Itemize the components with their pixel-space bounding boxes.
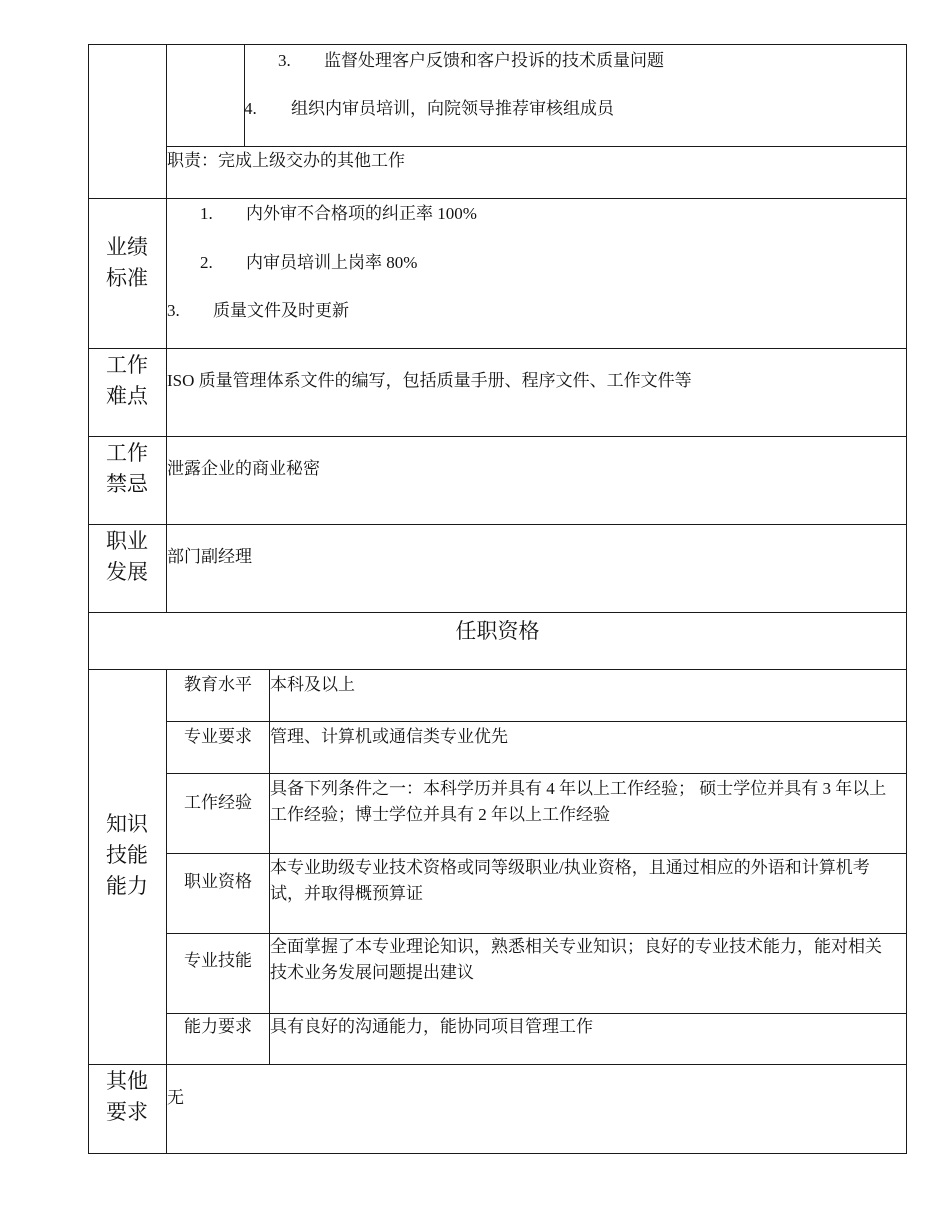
career-label xyxy=(88,526,166,588)
label-line: 禁忌 xyxy=(106,472,148,496)
item-number: 1. xyxy=(200,204,213,223)
other-duty-text: 职责：完成上级交办的其他工作 xyxy=(167,151,405,170)
skill-row-text: 具备下列条件之一：本科学历并具有 4 年以上工作经验； 硕士学位并具有 3 年以上工作经验；博士学位并具有 2 年以上工作经验 xyxy=(270,779,887,824)
label-line: 难点 xyxy=(106,384,148,408)
difficulty-text: ISO 质量管理体系文件的编写，包括质量手册、程序文件、工作文件等 xyxy=(167,371,692,390)
other-content-cell xyxy=(166,1064,907,1154)
other-text: 无 xyxy=(167,1088,184,1107)
skill-row-label: 教育水平 xyxy=(184,675,252,694)
label-line: 标准 xyxy=(106,266,148,290)
item-number: 4. xyxy=(244,99,257,118)
label-line: 其他 xyxy=(106,1069,148,1093)
responsibility-item xyxy=(278,48,664,74)
item-text: 内外审不合格项的纠正率 100% xyxy=(246,204,477,223)
responsibility-subcategory-cell xyxy=(166,44,245,147)
label-line: 业绩 xyxy=(106,235,148,259)
job-description-table xyxy=(88,44,907,1154)
skill-row-text: 本科及以上 xyxy=(270,675,355,694)
performance-item xyxy=(167,298,349,324)
responsibility-label-cell xyxy=(88,44,167,199)
item-number: 3. xyxy=(278,51,291,70)
item-text: 内审员培训上岗率 80% xyxy=(246,253,418,272)
skill-row-label: 职业资格 xyxy=(184,872,252,891)
skill-row-label: 工作经验 xyxy=(184,793,252,812)
skill-row-label: 专业技能 xyxy=(184,951,252,970)
qualification-header: 任职资格 xyxy=(455,619,540,643)
skill-row-label: 专业要求 xyxy=(184,727,252,746)
performance-label xyxy=(88,232,166,294)
label-line: 发展 xyxy=(106,560,148,584)
responsibility-item xyxy=(244,96,614,122)
skill-row-content-cell xyxy=(269,669,907,722)
skill-row-text: 全面掌握了本专业理论知识，熟悉相关专业知识；良好的专业技术能力，能对相关技术业务发展问题提出建议 xyxy=(270,937,882,982)
career-content-cell xyxy=(166,524,907,613)
item-number: 3. xyxy=(167,301,180,320)
taboo-text: 泄露企业的商业秘密 xyxy=(167,459,320,478)
skill-row-label: 能力要求 xyxy=(184,1017,252,1036)
career-text: 部门副经理 xyxy=(167,547,252,566)
skills-label xyxy=(88,809,166,902)
skill-row-text: 本专业助级专业技术资格或同等级职业/执业资格，且通过相应的外语和计算机考试，并取得概预算证 xyxy=(270,858,870,903)
label-line: 工作 xyxy=(106,441,148,465)
item-text: 质量文件及时更新 xyxy=(213,301,349,320)
label-line: 要求 xyxy=(106,1100,148,1124)
label-line: 职业 xyxy=(106,529,148,553)
label-line: 知识 xyxy=(106,812,148,836)
label-line: 工作 xyxy=(106,353,148,377)
skill-row-text: 管理、计算机或通信类专业优先 xyxy=(270,727,508,746)
skill-row-text: 具有良好的沟通能力，能协同项目管理工作 xyxy=(270,1017,593,1036)
difficulty-label xyxy=(88,350,166,412)
taboo-label xyxy=(88,438,166,500)
item-text: 组织内审员培训，向院领导推荐审核组成员 xyxy=(291,99,614,118)
label-line: 能力 xyxy=(106,874,148,898)
item-text: 监督处理客户反馈和客户投诉的技术质量问题 xyxy=(324,51,664,70)
label-line: 技能 xyxy=(106,843,148,867)
performance-item xyxy=(200,201,477,227)
item-number: 2. xyxy=(200,253,213,272)
performance-item xyxy=(200,250,417,276)
other-label xyxy=(88,1066,166,1128)
